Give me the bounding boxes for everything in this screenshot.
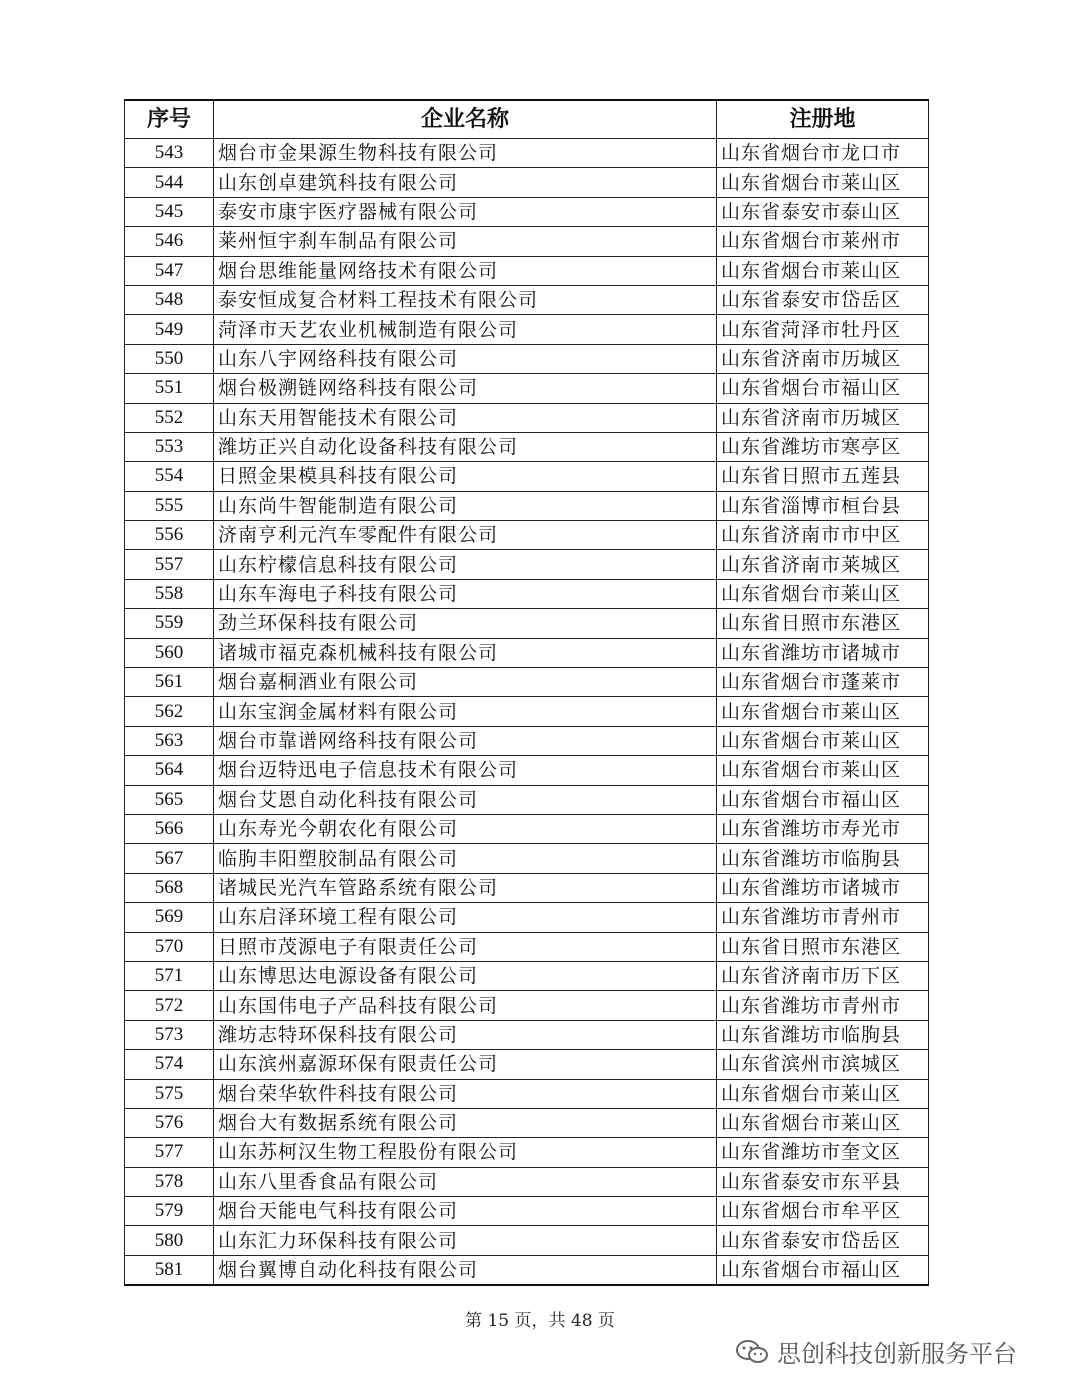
company-name: 诸城民光汽车管路系统有限公司 xyxy=(214,873,717,902)
company-name: 山东博思达电源设备有限公司 xyxy=(214,961,717,990)
table-row xyxy=(125,491,929,520)
row-index: 546 xyxy=(125,227,214,256)
table-row xyxy=(125,726,929,755)
row-index: 569 xyxy=(125,903,214,932)
registered-location: 山东省烟台市莱山区 xyxy=(717,1108,929,1137)
company-name: 山东汇力环保科技有限公司 xyxy=(214,1226,717,1255)
row-index: 578 xyxy=(125,1167,214,1196)
registered-location: 山东省潍坊市奎文区 xyxy=(717,1138,929,1167)
row-index: 575 xyxy=(125,1079,214,1108)
company-name: 烟台迈特迅电子信息技术有限公司 xyxy=(214,756,717,785)
registered-location: 山东省烟台市福山区 xyxy=(717,374,929,403)
registered-location: 山东省烟台市福山区 xyxy=(717,785,929,814)
table-row xyxy=(125,932,929,961)
table-row xyxy=(125,1138,929,1167)
company-name: 山东国伟电子产品科技有限公司 xyxy=(214,991,717,1020)
company-name: 泰安市康宇医疗器械有限公司 xyxy=(214,197,717,226)
registered-location: 山东省烟台市莱山区 xyxy=(717,1079,929,1108)
company-name: 山东八宇网络科技有限公司 xyxy=(214,344,717,373)
row-index: 568 xyxy=(125,873,214,902)
row-index: 560 xyxy=(125,638,214,667)
table-row xyxy=(125,403,929,432)
company-name: 烟台大有数据系统有限公司 xyxy=(214,1108,717,1137)
registered-location: 山东省烟台市莱山区 xyxy=(717,579,929,608)
table-row xyxy=(125,344,929,373)
table-row xyxy=(125,550,929,579)
company-name: 山东寿光今朝农化有限公司 xyxy=(214,814,717,843)
registered-location: 山东省滨州市滨城区 xyxy=(717,1050,929,1079)
registered-location: 山东省济南市历城区 xyxy=(717,403,929,432)
table-row xyxy=(125,1020,929,1049)
registered-location: 山东省济南市历下区 xyxy=(717,961,929,990)
row-index: 570 xyxy=(125,932,214,961)
company-name: 山东滨州嘉源环保有限责任公司 xyxy=(214,1050,717,1079)
company-name: 山东车海电子科技有限公司 xyxy=(214,579,717,608)
table-row xyxy=(125,197,929,226)
table-row xyxy=(125,903,929,932)
watermark-text: 思创科技创新服务平台 xyxy=(777,1340,1017,1368)
registered-location: 山东省日照市东港区 xyxy=(717,932,929,961)
company-name: 烟台翼博自动化科技有限公司 xyxy=(214,1255,717,1285)
company-name: 日照金果模具科技有限公司 xyxy=(214,462,717,491)
table-row xyxy=(125,844,929,873)
table-row xyxy=(125,315,929,344)
registered-location: 山东省泰安市泰山区 xyxy=(717,197,929,226)
row-index: 566 xyxy=(125,814,214,843)
company-name: 济南亨利元汽车零配件有限公司 xyxy=(214,521,717,550)
registered-location: 山东省泰安市东平县 xyxy=(717,1167,929,1196)
registered-location: 山东省潍坊市诸城市 xyxy=(717,873,929,902)
table-row xyxy=(125,1079,929,1108)
company-name: 潍坊正兴自动化设备科技有限公司 xyxy=(214,432,717,461)
row-index: 576 xyxy=(125,1108,214,1137)
company-name: 日照市茂源电子有限责任公司 xyxy=(214,932,717,961)
row-index: 555 xyxy=(125,491,214,520)
company-name: 临朐丰阳塑胶制品有限公司 xyxy=(214,844,717,873)
row-index: 557 xyxy=(125,550,214,579)
registered-location: 山东省烟台市蓬莱市 xyxy=(717,668,929,697)
company-name: 泰安恒成复合材料工程技术有限公司 xyxy=(214,285,717,314)
header-company-name: 企业名称 xyxy=(214,100,717,139)
registered-location: 山东省烟台市莱山区 xyxy=(717,697,929,726)
registered-location: 山东省潍坊市临朐县 xyxy=(717,1020,929,1049)
company-name: 烟台荣华软件科技有限公司 xyxy=(214,1079,717,1108)
company-table xyxy=(124,99,929,1286)
company-table-container xyxy=(124,99,928,1286)
row-index: 580 xyxy=(125,1226,214,1255)
table-row xyxy=(125,756,929,785)
table-row xyxy=(125,579,929,608)
company-name: 烟台天能电气科技有限公司 xyxy=(214,1197,717,1226)
table-row xyxy=(125,462,929,491)
registered-location: 山东省潍坊市青州市 xyxy=(717,991,929,1020)
row-index: 550 xyxy=(125,344,214,373)
company-name: 山东柠檬信息科技有限公司 xyxy=(214,550,717,579)
row-index: 574 xyxy=(125,1050,214,1079)
row-index: 547 xyxy=(125,256,214,285)
registered-location: 山东省烟台市福山区 xyxy=(717,1255,929,1285)
table-row xyxy=(125,432,929,461)
registered-location: 山东省潍坊市寿光市 xyxy=(717,814,929,843)
table-row xyxy=(125,1108,929,1137)
row-index: 564 xyxy=(125,756,214,785)
row-index: 567 xyxy=(125,844,214,873)
registered-location: 山东省烟台市莱山区 xyxy=(717,256,929,285)
row-index: 565 xyxy=(125,785,214,814)
registered-location: 山东省济南市莱城区 xyxy=(717,550,929,579)
header-registered-location: 注册地 xyxy=(717,100,929,139)
row-index: 545 xyxy=(125,197,214,226)
row-index: 577 xyxy=(125,1138,214,1167)
table-row xyxy=(125,521,929,550)
table-row xyxy=(125,991,929,1020)
company-name: 山东苏柯汉生物工程股份有限公司 xyxy=(214,1138,717,1167)
table-row xyxy=(125,668,929,697)
table-row xyxy=(125,638,929,667)
registered-location: 山东省潍坊市青州市 xyxy=(717,903,929,932)
company-name: 山东天用智能技术有限公司 xyxy=(214,403,717,432)
company-name: 山东八里香食品有限公司 xyxy=(214,1167,717,1196)
table-row xyxy=(125,1167,929,1196)
registered-location: 山东省烟台市莱山区 xyxy=(717,168,929,197)
company-name: 山东宝润金属材料有限公司 xyxy=(214,697,717,726)
company-name: 诸城市福克森机械科技有限公司 xyxy=(214,638,717,667)
registered-location: 山东省烟台市龙口市 xyxy=(717,139,929,168)
table-row xyxy=(125,1226,929,1255)
table-row xyxy=(125,285,929,314)
table-header-row xyxy=(125,100,929,139)
company-name: 烟台艾恩自动化科技有限公司 xyxy=(214,785,717,814)
row-index: 572 xyxy=(125,991,214,1020)
company-name: 潍坊志特环保科技有限公司 xyxy=(214,1020,717,1049)
registered-location: 山东省泰安市岱岳区 xyxy=(717,1226,929,1255)
registered-location: 山东省烟台市牟平区 xyxy=(717,1197,929,1226)
table-row xyxy=(125,168,929,197)
table-row xyxy=(125,961,929,990)
wechat-icon xyxy=(735,1339,769,1365)
company-name: 劲兰环保科技有限公司 xyxy=(214,609,717,638)
row-index: 559 xyxy=(125,609,214,638)
row-index: 573 xyxy=(125,1020,214,1049)
table-row xyxy=(125,374,929,403)
row-index: 549 xyxy=(125,315,214,344)
registered-location: 山东省烟台市莱山区 xyxy=(717,726,929,755)
registered-location: 山东省济南市历城区 xyxy=(717,344,929,373)
row-index: 563 xyxy=(125,726,214,755)
registered-location: 山东省济南市市中区 xyxy=(717,521,929,550)
company-name: 烟台思维能量网络技术有限公司 xyxy=(214,256,717,285)
row-index: 581 xyxy=(125,1255,214,1285)
registered-location: 山东省潍坊市寒亭区 xyxy=(717,432,929,461)
row-index: 544 xyxy=(125,168,214,197)
row-index: 554 xyxy=(125,462,214,491)
row-index: 579 xyxy=(125,1197,214,1226)
company-name: 山东尚牛智能制造有限公司 xyxy=(214,491,717,520)
row-index: 552 xyxy=(125,403,214,432)
company-name: 山东启泽环境工程有限公司 xyxy=(214,903,717,932)
table-row xyxy=(125,1197,929,1226)
registered-location: 山东省烟台市莱州市 xyxy=(717,227,929,256)
table-row xyxy=(125,139,929,168)
row-index: 551 xyxy=(125,374,214,403)
company-name: 烟台市靠谱网络科技有限公司 xyxy=(214,726,717,755)
registered-location: 山东省潍坊市诸城市 xyxy=(717,638,929,667)
company-name: 山东创卓建筑科技有限公司 xyxy=(214,168,717,197)
table-row xyxy=(125,785,929,814)
row-index: 562 xyxy=(125,697,214,726)
row-index: 571 xyxy=(125,961,214,990)
row-index: 556 xyxy=(125,521,214,550)
row-index: 553 xyxy=(125,432,214,461)
table-row xyxy=(125,697,929,726)
company-name: 烟台市金果源生物科技有限公司 xyxy=(214,139,717,168)
page-footer: 第 15 页，共 48 页 xyxy=(465,1311,615,1331)
table-row xyxy=(125,256,929,285)
table-row xyxy=(125,227,929,256)
registered-location: 山东省菏泽市牡丹区 xyxy=(717,315,929,344)
registered-location: 山东省日照市五莲县 xyxy=(717,462,929,491)
row-index: 558 xyxy=(125,579,214,608)
company-name: 莱州恒宇刹车制品有限公司 xyxy=(214,227,717,256)
registered-location: 山东省烟台市莱山区 xyxy=(717,756,929,785)
registered-location: 山东省潍坊市临朐县 xyxy=(717,844,929,873)
table-row xyxy=(125,873,929,902)
table-row xyxy=(125,1255,929,1285)
table-row xyxy=(125,814,929,843)
table-row xyxy=(125,1050,929,1079)
registered-location: 山东省淄博市桓台县 xyxy=(717,491,929,520)
registered-location: 山东省泰安市岱岳区 xyxy=(717,285,929,314)
table-row xyxy=(125,609,929,638)
header-index: 序号 xyxy=(125,100,214,139)
registered-location: 山东省日照市东港区 xyxy=(717,609,929,638)
row-index: 561 xyxy=(125,668,214,697)
company-name: 烟台极溯链网络科技有限公司 xyxy=(214,374,717,403)
company-name: 菏泽市天艺农业机械制造有限公司 xyxy=(214,315,717,344)
row-index: 543 xyxy=(125,139,214,168)
watermark xyxy=(735,1334,1017,1369)
row-index: 548 xyxy=(125,285,214,314)
company-name: 烟台嘉桐酒业有限公司 xyxy=(214,668,717,697)
